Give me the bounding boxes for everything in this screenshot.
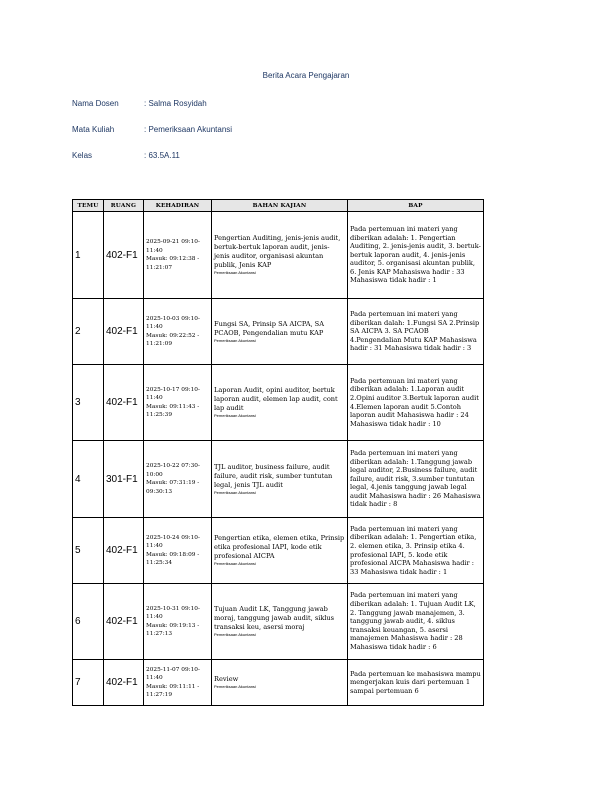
bap-cell: Pada pertemuan ke mahasiswa mampu mengerjakan kuis dari pertemuan 1 sampai pertemuan 6 [348, 660, 484, 706]
attendance-cell [144, 212, 212, 299]
page-title: Berita Acara Pengajaran [262, 71, 350, 80]
attendance-cell [144, 660, 212, 706]
class-value: : 63.5A.11 [144, 151, 180, 160]
room: 402-F1 [104, 584, 144, 660]
col-header-bap: BAP [348, 200, 484, 212]
material-cell [212, 365, 348, 441]
table-header-row [73, 200, 484, 212]
attendance-cell [144, 441, 212, 518]
table-row [73, 212, 484, 299]
attendance-cell [144, 518, 212, 584]
col-header-bahan-kajian: BAHAN KAJIAN [212, 200, 348, 212]
material-text: Pengertian etika, elemen etika, Prinsip etika profesional IAPI, kode etik profesional AICPA [214, 534, 345, 560]
table-row [73, 518, 484, 584]
material-text: Review [214, 675, 239, 683]
room: 402-F1 [104, 660, 144, 706]
col-header-temu: TEMU [73, 200, 104, 212]
bap-cell: Pada pertemuan ini materi yang diberikan adalah: 1. Pengertian Auditing, 2. jenis-jenis audit, 3. bertuk-bertuk laporan audit, 4. jenis-jenis auditor, 5. organisasi akuntan publik, 6. Jenis KAP Mahasiswa hadir : 33 Mahasiswa tidak hadir : 1 [348, 212, 484, 299]
check-in-time: Masuk: 07:31:19 - 09:30:13 [146, 480, 200, 495]
table-row [73, 365, 484, 441]
course-value: : Pemeriksaan Akuntansi [144, 125, 233, 134]
schedule-time: 2025-10-31 09:10-11:40 [146, 605, 200, 620]
course-tag: Pemeriksaan Akuntansi [214, 489, 256, 495]
schedule-time: 2025-10-17 09:10-11:40 [146, 386, 200, 401]
material-cell [212, 660, 348, 706]
course-tag: Pemeriksaan Akuntansi [214, 561, 256, 566]
table-row [73, 441, 484, 518]
check-in-time: Masuk: 09:18:09 - 11:25:34 [146, 551, 200, 566]
bap-cell: Pada pertemuan ini materi yang diberikan adalah: 1.Tanggung jawab legal auditor, 2.Business failure, audit failure, audit risk, 3.sumber tuntutan legal, 4.jenis tanggung jawab legal audit Mahasiswa hadir : 26 Mahasiswa tidak hadir : 8 [348, 441, 484, 518]
meeting-number: 3 [73, 365, 104, 441]
lecturer-name-label: Nama Dosen [72, 99, 119, 108]
room: 402-F1 [104, 365, 144, 441]
attendance-cell [144, 365, 212, 441]
class-label: Kelas [72, 151, 93, 160]
material-text: Laporan Audit, opini auditor, bertuk laporan audit, elemen lap audit, cont lap audit [214, 386, 338, 412]
course-tag: Pemeriksaan Akuntansi [214, 684, 256, 689]
schedule-time: 2025-10-22 07:30-10:00 [146, 463, 200, 478]
teaching-record-table [72, 199, 484, 706]
material-cell [212, 212, 348, 299]
material-text: Tujuan Audit LK, Tanggung jawab moraj, tanggung jawab audit, siklus transaksi keu, asersi moraj [214, 605, 335, 631]
course-tag: Pemeriksaan Akuntansi [214, 270, 256, 275]
attendance-cell [144, 299, 212, 365]
bap-cell: Pada pertemuan ini materi yang diberikan adalah: 1.Laporan audit 2.Opini auditor 3.Bertuk laporan audit 4.Elemen laporan audit 5.Contoh laporan audit Mahasiswa hadir : 24 Mahasiswa tidak hadir : 10 [348, 365, 484, 441]
course-label: Mata Kuliah [72, 125, 115, 134]
col-header-kehadiran: KEHADIRAN [144, 200, 212, 212]
check-in-time: Masuk: 09:19:13 - 11:27:13 [146, 622, 200, 637]
meeting-number: 6 [73, 584, 104, 660]
material-text: TJL auditor, business failure, audit failure, audit risk, sumber tuntutan legal, jenis TJL audit [214, 462, 333, 489]
schedule-time: 2025-10-24 09:10-11:40 [146, 534, 200, 549]
bap-cell: Pada pertemuan ini materi yang diberikan adalah: 1. Tujuan Audit LK, 2. Tanggung jawab manajemen, 3. tanggung jawab audit, 4. siklus transaksi keuangan, 5. asersi manajemen Mahasiswa hadir : 28 Mahasiswa tidak hadir : 6 [348, 584, 484, 660]
lecturer-name-value: : Salma Rosyidah [144, 99, 207, 108]
table-row [73, 660, 484, 706]
room: 402-F1 [104, 299, 144, 365]
room: 301-F1 [104, 441, 144, 518]
course-tag: Pemeriksaan Akuntansi [214, 413, 256, 418]
material-text: Pengertian Auditing, jenis-jenis audit, bertuk-bertuk laporan audit, jenis-jenis auditor, organisasi akuntan publik, Jenis KAP [214, 234, 341, 269]
check-in-time: Masuk: 09:22:52 - 11:21:09 [146, 332, 200, 347]
room: 402-F1 [104, 212, 144, 299]
schedule-time: 2025-10-03 09:10-11:40 [146, 315, 200, 330]
material-text: Fungsi SA, Prinsip SA AICPA, SA PCAOB, Pengendalian mutu KAP [214, 319, 324, 337]
lecturer-name-row [72, 99, 207, 108]
attendance-cell [144, 584, 212, 660]
table-row [73, 584, 484, 660]
course-row [72, 125, 232, 134]
material-cell [212, 299, 348, 365]
check-in-time: Masuk: 09:12:38 - 11:21:07 [146, 256, 200, 271]
course-tag: Pemeriksaan Akuntansi [214, 632, 256, 637]
bap-cell: Pada pertemuan ini materi yang diberikan adalah: 1. Pengertian etika, 2. elemen etika, 3. Prinsip etika 4. profesional IAPI, 5. kode etik profesional AICPA Mahasiswa hadir : 33 Mahasiswa tidak hadir : 1 [348, 518, 484, 584]
material-cell [212, 584, 348, 660]
schedule-time: 2025-11-07 09:10-11:40 [146, 666, 200, 681]
check-in-time: Masuk: 09:11:11 - 11:27:19 [146, 683, 200, 698]
meeting-number: 4 [73, 441, 104, 518]
meeting-number: 2 [73, 299, 104, 365]
course-tag: Pemeriksaan Akuntansi [214, 337, 256, 343]
table-row [73, 299, 484, 365]
material-cell [212, 518, 348, 584]
meeting-number: 5 [73, 518, 104, 584]
check-in-time: Masuk: 09:11:43 - 11:25:39 [146, 403, 200, 418]
col-header-ruang: RUANG [104, 200, 144, 212]
material-cell [212, 441, 348, 518]
room: 402-F1 [104, 518, 144, 584]
schedule-time: 2025-09-21 09:10-11:40 [146, 239, 200, 254]
class-row [72, 151, 180, 160]
meeting-number: 7 [73, 660, 104, 706]
meeting-number: 1 [73, 212, 104, 299]
bap-cell: Pada pertemuan ini materi yang diberikan dalah: 1.Fungsi SA 2.Prinsip SA AICPA 3. SA PCAOB 4.Pengendalian Mutu KAP Mahasiswa hadir : 31 Mahasiswa tidak hadir : 3 [348, 299, 484, 365]
